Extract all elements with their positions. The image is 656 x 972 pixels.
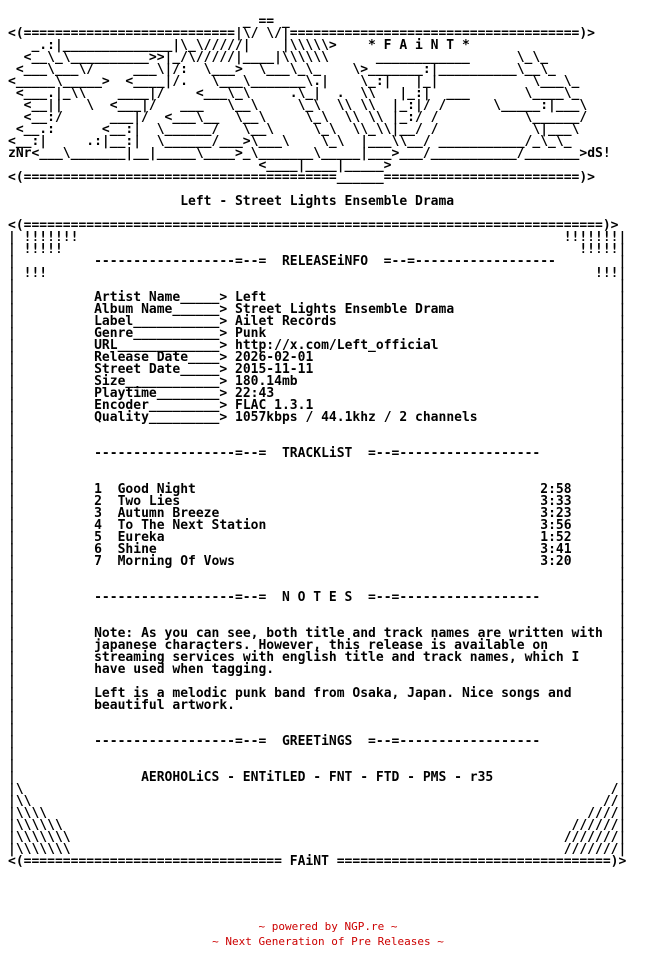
ascii-art-line: <____|____|_____> xyxy=(8,158,392,173)
powered-by-text: ~ powered by NGP.re ~ xyxy=(258,920,398,933)
notes-line: | streaming services with english title and track names, which I | xyxy=(8,650,627,665)
box-line: | | xyxy=(8,278,627,293)
box-line: |\\\\\\ //////| xyxy=(8,818,627,833)
notes-line: | beautiful artwork. | xyxy=(8,698,627,713)
box-line: |\ /| xyxy=(8,782,627,797)
box-line: | | xyxy=(8,722,627,737)
ascii-art-line: <__:| .:|__:| \______/___>\___\ \_\ |___\\__/ ___________/_\_\_ xyxy=(8,134,572,149)
ascii-art-line: _ == _ xyxy=(8,14,290,29)
info-value: 2015-11-11 xyxy=(235,362,314,377)
track-row: | 5 Eureka 1:52 | xyxy=(8,530,627,545)
track-title: To The Next Station xyxy=(117,518,267,533)
track-title: Morning Of Vows xyxy=(117,554,235,569)
info-row: | Genre___________> Punk | xyxy=(8,326,627,341)
box-line: | !!!!!!! !!!!!!!| xyxy=(8,230,627,245)
box-line: |\\\\\\\ ///////| xyxy=(8,830,627,845)
box-line: | | xyxy=(8,674,627,689)
release-title-line xyxy=(8,196,626,208)
info-value: Left xyxy=(235,290,267,305)
notes-line: | Note: As you can see, both title and track names are written with | xyxy=(8,626,627,641)
ascii-art-line: <__:/ ___|/ <___\__ \__\ \_\ \\ \\ |_:/ / \______/ xyxy=(8,110,588,125)
notes-line: | Left is a melodic punk band from Osaka, Japan. Nice songs and | xyxy=(8,686,627,701)
info-label: Size xyxy=(94,374,126,389)
info-value: 180.14mb xyxy=(235,374,298,389)
info-value: 1057kbps / 44.1khz / 2 channels xyxy=(235,410,478,425)
box-line: | | xyxy=(8,458,627,473)
ascii-art-line: <(===========================|\/ \/|=====================================)> xyxy=(8,26,595,41)
track-row: | 1 Good Night 2:58 | xyxy=(8,482,627,497)
greetings-header: GREETiNGS xyxy=(281,734,353,749)
box-bottom-border: <(================================= FAiNT ===================================)> xyxy=(8,854,627,869)
box-line: |\\ //| xyxy=(8,794,627,809)
section-header: | ------------------=--= GREETiNGS =--=------------------ | xyxy=(8,734,627,749)
release-title: Left - Street Lights Ensemble Drama xyxy=(180,194,455,209)
box-line: | | xyxy=(8,758,627,773)
ascii-art-line: <_____\_____> <____|/. \___\_______\.| \_:| |_| \___\_ xyxy=(8,74,580,89)
box-line: | | xyxy=(8,434,627,449)
info-value: http://x.com/Left_official xyxy=(235,338,439,353)
track-time: 2:58 xyxy=(540,482,572,497)
track-row: | 7 Morning Of Vows 3:20 | xyxy=(8,554,627,569)
track-time: 1:52 xyxy=(540,530,572,545)
box-line: |\\\\\\\ ///////| xyxy=(8,842,627,857)
track-number: 2 xyxy=(94,494,102,509)
info-label: Label xyxy=(94,314,134,329)
track-number: 3 xyxy=(94,506,102,521)
info-label: Quality xyxy=(94,410,149,425)
box-line: | !!! !!!| xyxy=(8,266,627,281)
tracklist-header: TRACKLiST xyxy=(281,446,353,461)
info-row: | Street Date_____> 2015-11-11 | xyxy=(8,362,627,377)
notes-text: Note: As you can see, both title and track names are written with xyxy=(94,626,603,641)
notes-header: N O T E S xyxy=(281,590,353,605)
section-header: | ------------------=--= TRACKLiST =--=------------------ | xyxy=(8,446,627,461)
box-line: | | xyxy=(8,422,627,437)
greets-line: | AEROHOLiCS - ENTiTLED - FNT - FTD - PMS - r35 | xyxy=(8,770,627,785)
track-number: 7 xyxy=(94,554,102,569)
box-line: | | xyxy=(8,470,627,485)
box-line: | | xyxy=(8,746,627,761)
notes-text: japanese characters. However, this release is available on xyxy=(94,638,549,653)
notes-line: | japanese characters. However, this release is available on | xyxy=(8,638,627,653)
track-time: 3:20 xyxy=(540,554,572,569)
notes-line: | have used when tagging. | xyxy=(8,662,627,677)
info-value: Ailet Records xyxy=(235,314,337,329)
info-row: | URL_____________> http://x.com/Left_official | xyxy=(8,338,627,353)
notes-text: beautiful artwork. xyxy=(94,698,235,713)
info-row: | Label___________> Ailet Records | xyxy=(8,314,627,329)
info-label: Street Date xyxy=(94,362,181,377)
section-header: | ------------------=--= RELEASEiNFO =--=------------------ | xyxy=(8,254,627,269)
info-value: Punk xyxy=(235,326,267,341)
box-line: | | xyxy=(8,602,627,617)
box-line: |\\\\ ////| xyxy=(8,806,627,821)
track-time: 3:41 xyxy=(540,542,572,557)
ascii-art-line: <__\_\__________>>|_/\/////|____|\\\\\\ ____________ \_\_ xyxy=(8,50,549,65)
info-value: 22:43 xyxy=(235,386,275,401)
releaseinfo-header: RELEASEiNFO xyxy=(281,254,369,269)
ascii-art-line: <___.|_\\ ____|/ <___\_\ .\_| . \\ |_:| ___ \____\_ xyxy=(8,86,580,101)
info-value: Street Lights Ensemble Drama xyxy=(235,302,455,317)
info-row: | Size____________> 180.14mb | xyxy=(8,374,627,389)
nfo-text xyxy=(8,16,626,868)
info-label: Genre xyxy=(94,326,134,341)
track-title: Two Lies xyxy=(117,494,181,509)
track-number: 5 xyxy=(94,530,102,545)
footer-tag: FAiNT xyxy=(289,854,329,869)
info-label: Playtime xyxy=(94,386,157,401)
track-time: 3:33 xyxy=(540,494,572,509)
info-row: | Artist Name_____> Left | xyxy=(8,290,627,305)
info-value: FLAC 1.3.1 xyxy=(235,398,314,413)
info-row: | Encoder_________> FLAC 1.3.1 | xyxy=(8,398,627,413)
ascii-art-line: <(==========================================================================)> xyxy=(8,218,619,233)
track-title: Eureka xyxy=(117,530,165,545)
notes-text: streaming services with english title and track names, which I xyxy=(94,650,580,665)
info-label: Album Name xyxy=(94,302,173,317)
track-title: Shine xyxy=(117,542,157,557)
track-number: 1 xyxy=(94,482,102,497)
track-row: | 4 To The Next Station 3:56 | xyxy=(8,518,627,533)
section-header: | ------------------=--= N O T E S =--=------------------ | xyxy=(8,590,627,605)
info-label: Artist Name xyxy=(94,290,181,305)
track-title: Autumn Breeze xyxy=(117,506,220,521)
track-number: 6 xyxy=(94,542,102,557)
notes-text: have used when tagging. xyxy=(94,662,275,677)
box-line: | | xyxy=(8,566,627,581)
notes-text: Left is a melodic punk band from Osaka, Japan. Nice songs and xyxy=(94,686,572,701)
logo-tag-line: zNr<___\_______|__|_____\____>_\_______\_____|___>___/___________/_______>dS! xyxy=(8,146,611,161)
track-row: | 2 Two Lies 3:33 | xyxy=(8,494,627,509)
info-row: | Release Date____> 2026-02-01 | xyxy=(8,350,627,365)
track-title: Good Night xyxy=(117,482,196,497)
info-row: | Quality_________> 1057kbps / 44.1khz / 2 channels | xyxy=(8,410,627,425)
box-line: | | xyxy=(8,614,627,629)
ngp-tagline-text: ~ Next Generation of Pre Releases ~ xyxy=(212,935,444,948)
ascii-art-line: <__.: <__:| \______/ \__\ \_\ \\_\\|__/ / \|___\ xyxy=(8,122,580,137)
track-row: | 3 Autumn Breeze 3:23 | xyxy=(8,506,627,521)
info-row: | Album Name______> Street Lights Ensemble Drama | xyxy=(8,302,627,317)
info-label: Release Date xyxy=(94,350,189,365)
ascii-art-line: <__|| \ <___|/ ___ \__\ \_\ \\ \\ |_:|/ / \_____:|___\ xyxy=(8,98,588,113)
logo-line-group: _.:|______________|\_\/////| |\\\\\> * F A i N T * xyxy=(8,38,470,53)
info-value: 2026-02-01 xyxy=(235,350,314,365)
group-name: * F A i N T * xyxy=(368,38,470,53)
left-tag: zNr xyxy=(8,146,32,161)
info-row: | Playtime________> 22:43 | xyxy=(8,386,627,401)
track-row: | 6 Shine 3:41 | xyxy=(8,542,627,557)
box-line: | | xyxy=(8,710,627,725)
ascii-art-line: <(========================================______=========================)> xyxy=(8,170,595,185)
right-tag: dS! xyxy=(587,146,611,161)
track-number: 4 xyxy=(94,518,102,533)
track-time: 3:23 xyxy=(540,506,572,521)
info-label: URL xyxy=(94,338,118,353)
box-line: | | xyxy=(8,578,627,593)
greets-text: AEROHOLiCS - ENTiTLED - FNT - FTD - PMS - r35 xyxy=(141,770,494,785)
ascii-art-line: <___\___\/ ___\|/: \___> \___\_\_ \>_______:|__________\__\_ xyxy=(8,62,556,77)
info-label: Encoder xyxy=(94,398,149,413)
track-time: 3:56 xyxy=(540,518,572,533)
box-line: | !!!!! !!!!!| xyxy=(8,242,627,257)
